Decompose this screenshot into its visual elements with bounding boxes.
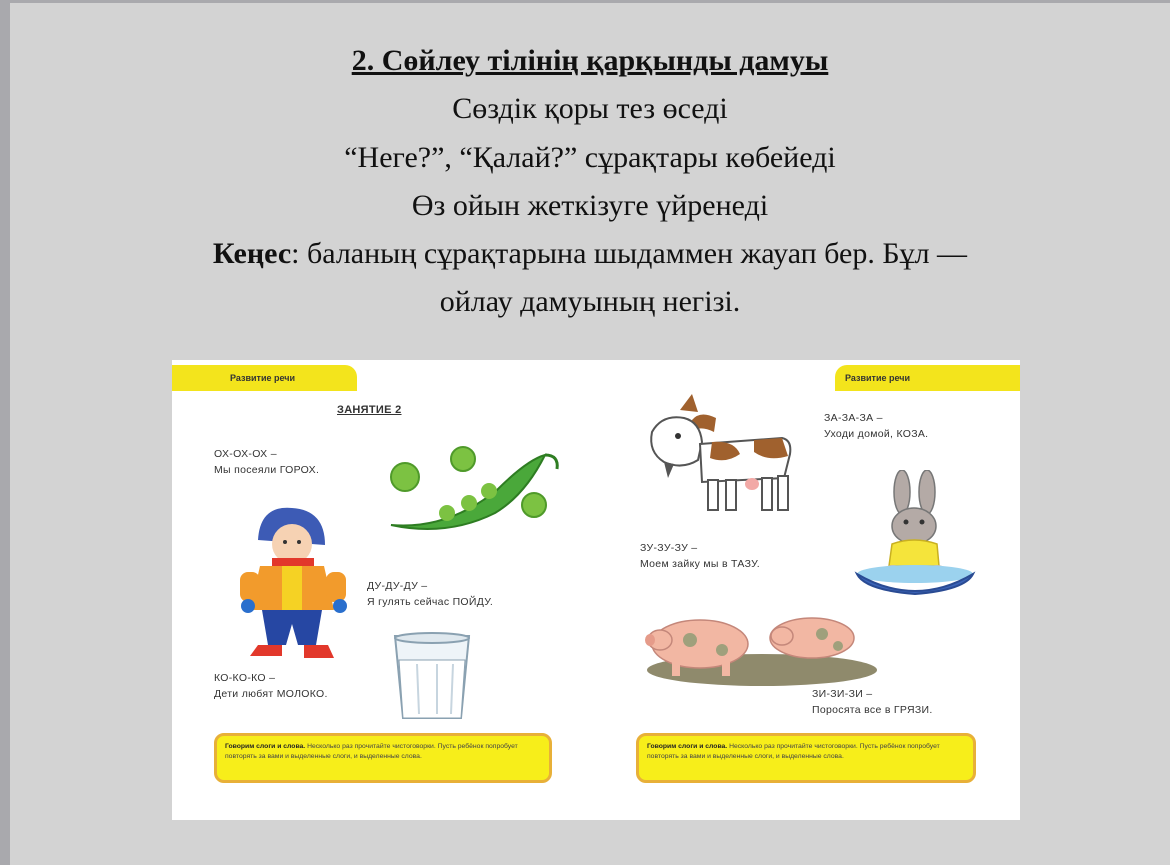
bunny-in-basin-icon xyxy=(847,470,987,605)
book-spread-image xyxy=(172,360,1020,820)
tip-box-left: Говорим слоги и слова. Несколько раз прочитайте чистоговорки. Пусть ребёнок попробует повторять за вами и выделенные слоги, и выделенные слова. xyxy=(214,733,552,783)
tip-box-right: Говорим слоги и слова. Несколько раз прочитайте чистоговорки. Пусть ребёнок попробует повторять за вами и выделенные слоги, и выделенные слова. xyxy=(636,733,976,783)
child-icon xyxy=(230,500,365,665)
rhyme-5: ЗУ-ЗУ-ЗУ – Моем зайку мы в ТАЗУ. xyxy=(640,542,760,570)
rhyme-1: ОХ-ОХ-ОХ – Мы посеяли ГОРОХ. xyxy=(214,448,320,476)
slide-line-2: “Неге?”, “Қалай?” сұрақтары көбейеді xyxy=(344,141,836,174)
slide xyxy=(10,3,1170,865)
right-page-tab: Развитие речи xyxy=(835,365,1020,391)
slide-heading: 2. Сөйлеу тілінің қарқынды дамуы xyxy=(351,44,829,77)
advice-line-2: ойлау дамуының негізі. xyxy=(439,285,741,318)
lesson-title: ЗАНЯТИЕ 2 xyxy=(337,404,402,416)
advice-label: Кеңес xyxy=(212,237,292,270)
rhyme-6: ЗИ-ЗИ-ЗИ – Поросята все в ГРЯЗИ. xyxy=(812,688,933,716)
rhyme-3: КО-КО-КО – Дети любят МОЛОКО. xyxy=(214,672,328,700)
rhyme-4: ЗА-ЗА-ЗА – Уходи домой, КОЗА. xyxy=(824,412,929,440)
advice-text: : баланың сұрақтарына шыдаммен жауап бер. Бұл — xyxy=(291,237,968,270)
pigs-in-mud-icon xyxy=(642,610,882,690)
pea-pod-icon xyxy=(377,435,567,540)
goat-icon xyxy=(642,392,802,517)
milk-glass-icon xyxy=(387,630,477,725)
slide-line-1: Сөздік қоры тез өседі xyxy=(452,92,728,125)
rhyme-2: ДУ-ДУ-ДУ – Я гулять сейчас ПОЙДУ. xyxy=(367,580,494,608)
advice-line xyxy=(10,236,1170,272)
slide-line-3: Өз ойын жеткізуге үйренеді xyxy=(411,189,769,222)
left-page-tab: Развитие речи xyxy=(172,365,357,391)
